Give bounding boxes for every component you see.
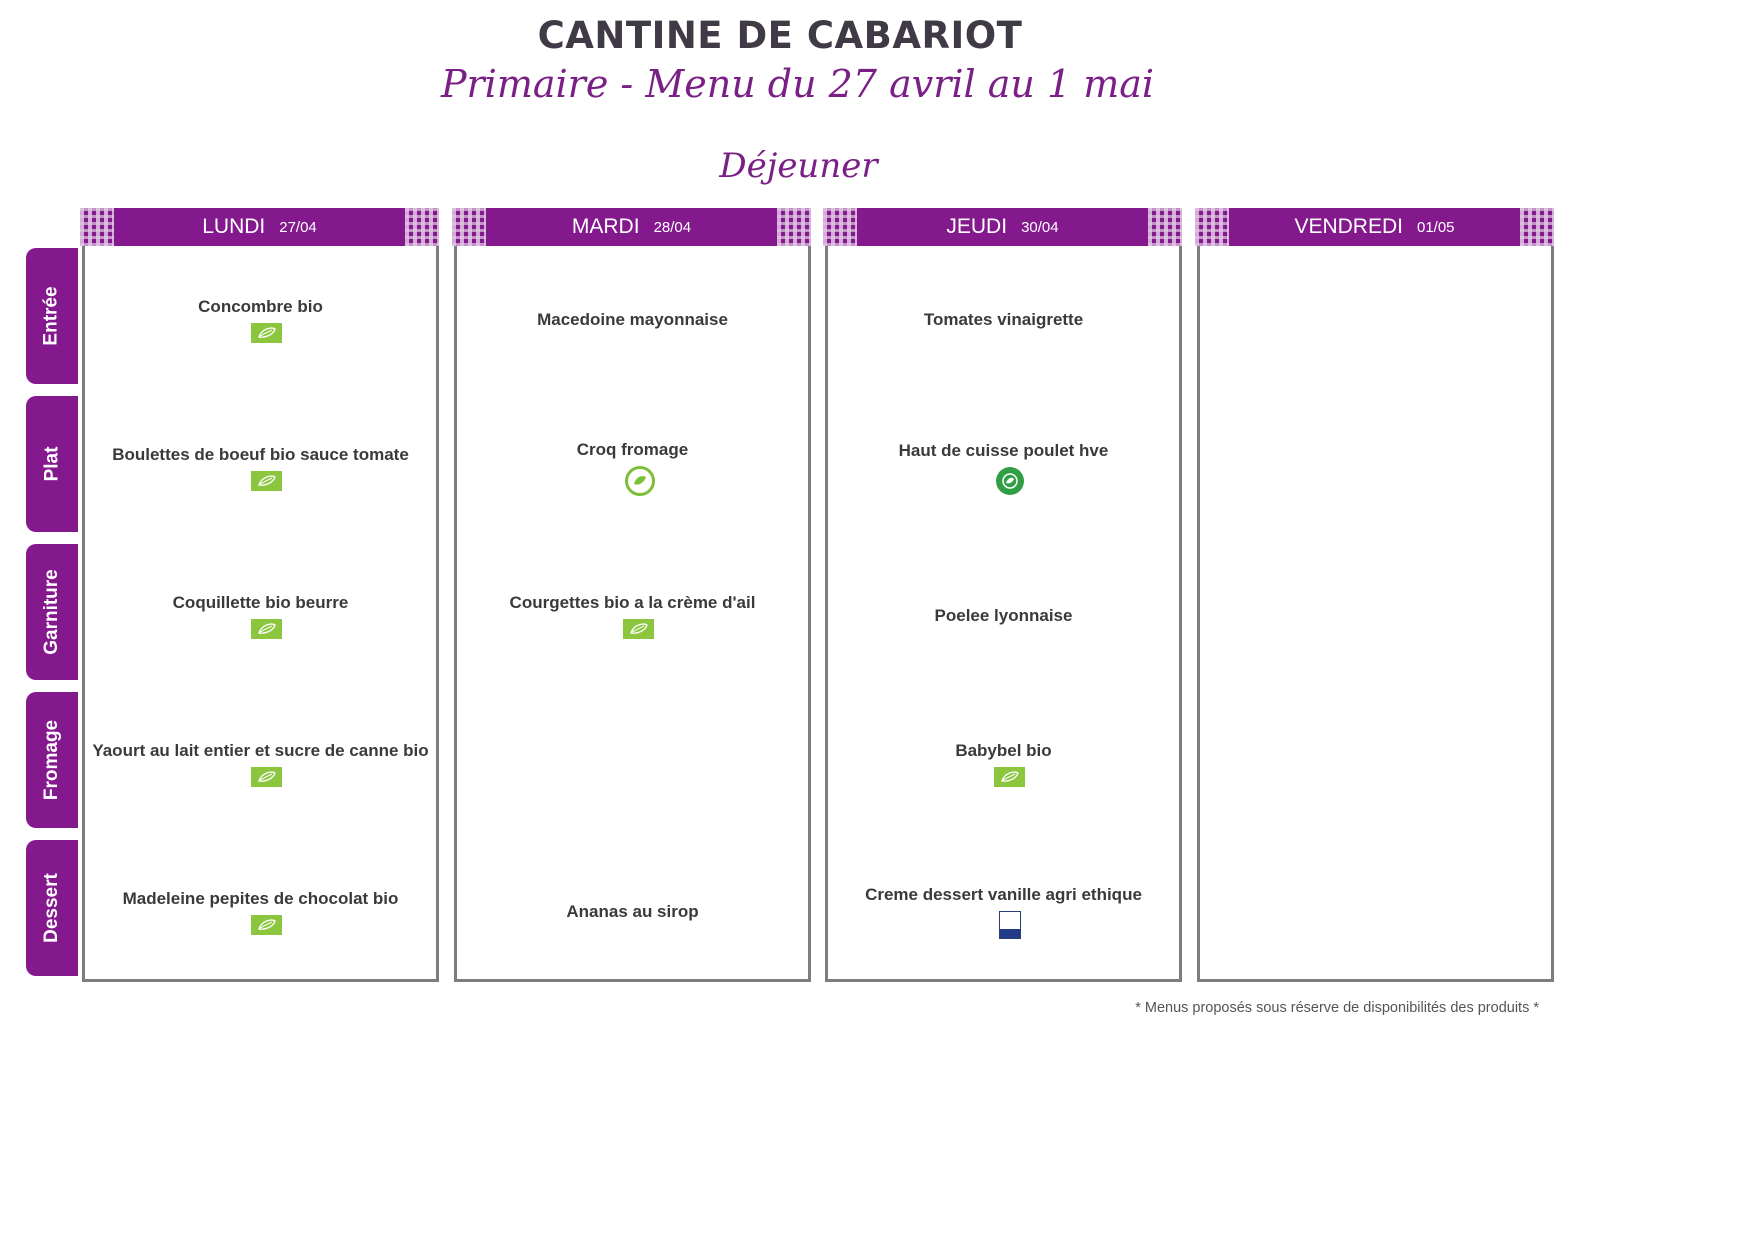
row-label-text: Garniture <box>41 569 62 655</box>
menu-cell <box>457 394 808 541</box>
menu-cell <box>1200 394 1551 541</box>
day-date: 27/04 <box>279 218 317 236</box>
menu-cell <box>85 542 436 689</box>
menu-cell <box>85 394 436 541</box>
row-label-text: Plat <box>40 446 62 482</box>
dish-name: Coquillette bio beurre <box>172 592 349 612</box>
label-badge <box>984 467 1024 495</box>
label-badge <box>239 619 282 639</box>
page-title: CANTINE DE CABARIOT <box>537 14 1023 57</box>
label-badge <box>239 915 282 935</box>
row-label-3 <box>26 692 78 828</box>
day-column-mardi <box>454 246 811 982</box>
day-header-lundi <box>80 208 439 246</box>
dish-name: Croq fromage <box>576 439 689 459</box>
menu-cell <box>457 690 808 837</box>
dish-name: Ananas au sirop <box>566 901 699 921</box>
dish-name: Creme dessert vanille agri ethique <box>865 884 1142 904</box>
row-label-1 <box>26 396 78 532</box>
label-badge <box>982 767 1025 787</box>
day-name: LUNDI <box>202 215 266 238</box>
dish-name: Tomates vinaigrette <box>923 309 1084 329</box>
day-header-jeudi <box>823 208 1182 246</box>
bio-leaf-icon <box>251 915 282 935</box>
menu-cell <box>828 394 1179 541</box>
menu-cell <box>457 838 808 985</box>
dish-name: Macedoine mayonnaise <box>537 309 728 329</box>
dish-name: Babybel bio <box>955 740 1052 760</box>
menu-cell <box>1200 690 1551 837</box>
menu-cell <box>457 542 808 689</box>
row-label-4 <box>26 840 78 976</box>
menu-cell <box>828 246 1179 393</box>
day-column-vendredi <box>1197 246 1554 982</box>
dish-name: Madeleine pepites de chocolat bio <box>122 888 399 908</box>
label-badge <box>239 767 282 787</box>
menu-cell <box>828 838 1179 985</box>
label-badge <box>611 466 655 496</box>
day-column-jeudi <box>825 246 1182 982</box>
day-date: 28/04 <box>653 218 692 236</box>
bio-leaf-icon <box>251 471 282 491</box>
menu-subtitle: Primaire - Menu du 27 avril au 1 mai <box>440 62 1155 106</box>
day-header-vendredi <box>1195 208 1554 246</box>
dish-name: Haut de cuisse poulet hve <box>898 440 1109 460</box>
day-name: JEUDI <box>946 215 1008 238</box>
menu-cell <box>85 838 436 985</box>
menu-cell <box>85 246 436 393</box>
menu-cell <box>828 690 1179 837</box>
day-date: 30/04 <box>1021 218 1059 236</box>
row-label-2 <box>26 544 78 680</box>
dish-name: Boulettes de boeuf bio sauce tomate <box>112 444 409 464</box>
day-header-mardi <box>452 208 811 246</box>
day-name: MARDI <box>571 215 640 238</box>
bio-leaf-icon <box>994 767 1025 787</box>
dish-name: Yaourt au lait entier et sucre de canne bio <box>92 740 429 760</box>
menu-cell <box>828 542 1179 689</box>
day-column-lundi <box>82 246 439 982</box>
agri-ethique-icon <box>999 911 1021 939</box>
row-label-text: Dessert <box>41 873 62 943</box>
menu-cell <box>457 246 808 393</box>
row-label-text: Fromage <box>41 719 62 801</box>
label-badge <box>987 911 1021 939</box>
menu-cell <box>1200 838 1551 985</box>
dish-name: Poelee lyonnaise <box>934 605 1073 625</box>
bio-leaf-icon <box>623 619 654 639</box>
label-badge <box>239 323 282 343</box>
meal-heading: Déjeuner <box>719 146 878 186</box>
dish-name: Concombre bio <box>198 296 323 316</box>
menu-cell <box>1200 542 1551 689</box>
bio-leaf-icon <box>251 619 282 639</box>
bio-leaf-icon <box>251 767 282 787</box>
label-badge <box>239 471 282 491</box>
day-name: VENDREDI <box>1294 215 1403 238</box>
row-label-text: Entrée <box>41 286 63 346</box>
dish-name: Courgettes bio a la crème d'ail <box>509 592 756 612</box>
label-badge <box>611 619 654 639</box>
menu-cell <box>85 690 436 837</box>
hve-icon <box>996 467 1024 495</box>
vegetarian-icon <box>625 466 655 496</box>
row-label-0 <box>26 248 78 384</box>
day-date: 01/05 <box>1416 218 1455 236</box>
footnote: * Menus proposés sous réserve de disponibilités des produits * <box>1135 1000 1539 1016</box>
menu-cell <box>1200 246 1551 393</box>
bio-leaf-icon <box>251 323 282 343</box>
